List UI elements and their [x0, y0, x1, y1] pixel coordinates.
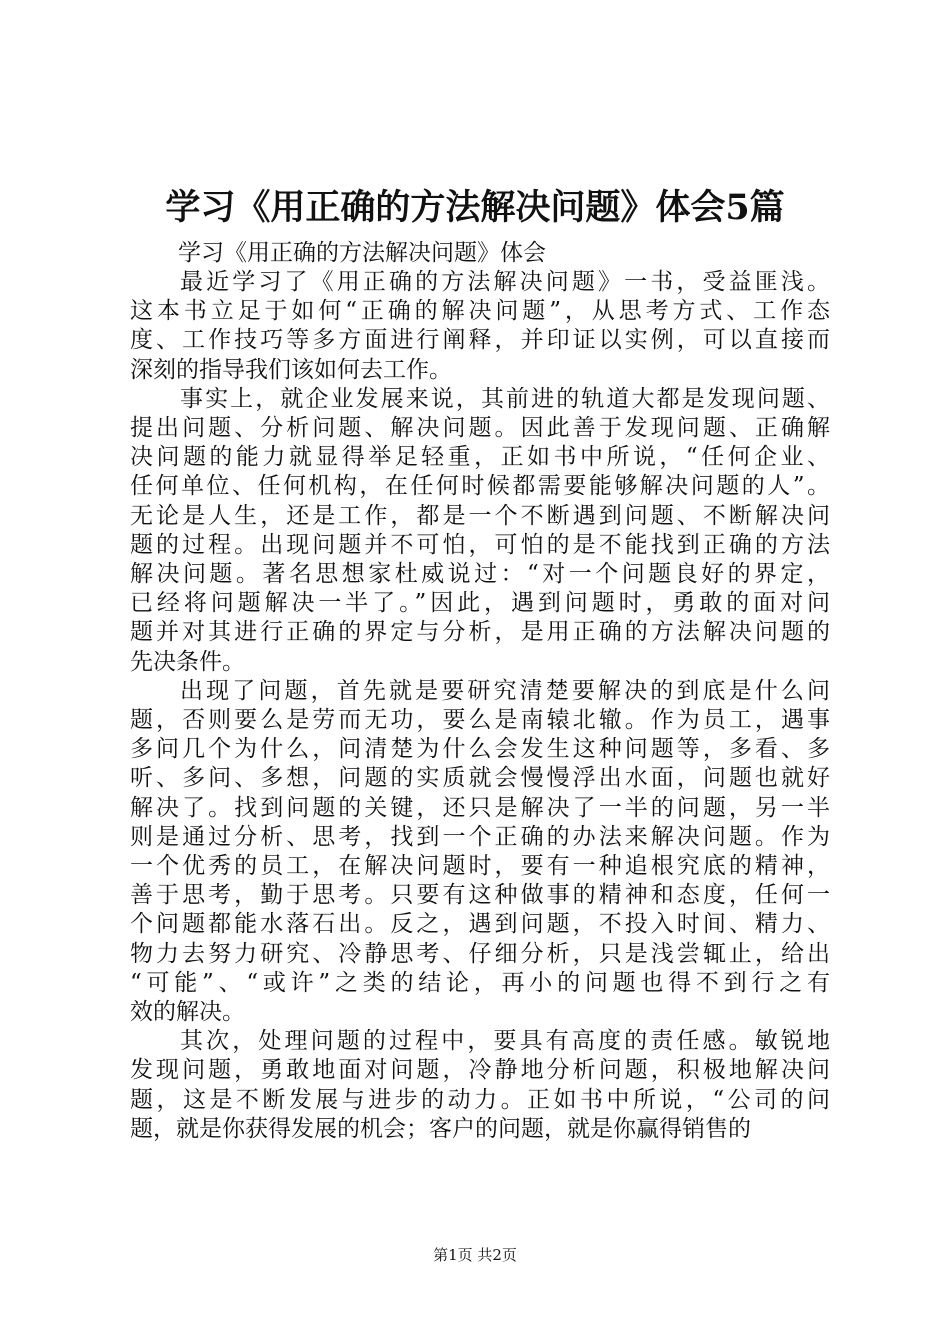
- paragraph-line: 个问题都能水落石出。反之，遇到问题，不投入时间、精力、: [130, 911, 830, 938]
- paragraph-line: 题并对其进行正确的界定与分析，是用正确的方法解决问题的: [130, 619, 830, 646]
- paragraph-line: 题，就是你获得发展的机会；客户的问题，就是你赢得销售的: [130, 1115, 751, 1142]
- paragraph-line: 度、工作技巧等多方面进行阐释，并印证以实例，可以直接而: [130, 327, 830, 354]
- paragraph-line: 深刻的指导我们该如何去工作。: [130, 356, 452, 383]
- document-subtitle: 学习《用正确的方法解决问题》体会: [178, 240, 546, 266]
- paragraph: [130, 677, 830, 1027]
- paragraph-line: 事实上，就企业发展来说，其前进的轨道大都是发现问题、: [180, 385, 830, 412]
- paragraph-line: 善于思考，勤于思考。只要有这种做事的精神和态度，任何一: [130, 882, 830, 909]
- paragraph-line: 解决了。找到问题的关键，还只是解决了一半的问题，另一半: [130, 794, 830, 821]
- paragraph-line: “可能”、“或许”之类的结论，再小的问题也得不到行之有: [130, 969, 830, 996]
- paragraph-line: 题，这是不断发展与进步的动力。正如书中所说，“公司的问: [130, 1086, 830, 1113]
- paragraph-line: 多问几个为什么，问清楚为什么会发生这种问题等，多看、多: [130, 736, 830, 763]
- paragraph-line: 效的解决。: [130, 999, 245, 1026]
- paragraph-line: 决问题的能力就显得举足轻重，正如书中所说，“任何企业、: [130, 444, 830, 471]
- paragraph-line: 出现了问题，首先就是要研究清楚要解决的到底是什么问: [180, 677, 830, 704]
- paragraph-line: 无论是人生，还是工作，都是一个不断遇到问题、不断解决问: [130, 502, 830, 529]
- paragraph-line: 提出问题、分析问题、解决问题。因此善于发现问题、正确解: [130, 415, 830, 442]
- paragraph: [130, 1027, 830, 1144]
- paragraph-line: 物力去努力研究、冷静思考、仔细分析，只是浅尝辄止，给出: [130, 940, 830, 967]
- paragraph-line: 一个优秀的员工，在解决问题时，要有一种追根究底的精神，: [130, 853, 830, 880]
- paragraph-line: 其次，处理问题的过程中，要具有高度的责任感。敏锐地: [180, 1028, 830, 1055]
- paragraph-line: 最近学习了《用正确的方法解决问题》一书，受益匪浅。: [180, 269, 830, 295]
- paragraph-line: 这本书立足于如何“正确的解决问题”，从思考方式、工作态: [130, 298, 830, 325]
- paragraph-line: 先决条件。: [130, 648, 245, 675]
- document-title: 学习《用正确的方法解决问题》体会5篇: [165, 187, 785, 228]
- paragraph-line: 解决问题。著名思想家杜威说过：“对一个问题良好的界定，: [130, 561, 830, 588]
- document-body: [130, 239, 830, 1144]
- paragraph: [130, 268, 830, 385]
- paragraph-line: 听、多问、多想，问题的实质就会慢慢浮出水面，问题也就好: [130, 765, 830, 792]
- paragraph-list: [130, 268, 830, 1144]
- paragraph-line: 题，否则要么是劳而无功，要么是南辕北辙。作为员工，遇事: [130, 707, 830, 734]
- paragraph-line: 发现问题，勇敢地面对问题，冷静地分析问题，积极地解决问: [130, 1057, 830, 1084]
- paragraph: [130, 385, 830, 677]
- paragraph-line: 则是通过分析、思考，找到一个正确的办法来解决问题。作为: [130, 823, 830, 850]
- page-indicator: 第1页 共2页: [433, 1246, 517, 1264]
- paragraph-line: 已经将问题解决一半了。”因此，遇到问题时，勇敢的面对问: [130, 590, 830, 617]
- paragraph-line: 任何单位、任何机构，在任何时候都需要能够解决问题的人”。: [130, 473, 830, 500]
- paragraph-line: 题的过程。出现问题并不可怕，可怕的是不能找到正确的方法: [130, 531, 830, 558]
